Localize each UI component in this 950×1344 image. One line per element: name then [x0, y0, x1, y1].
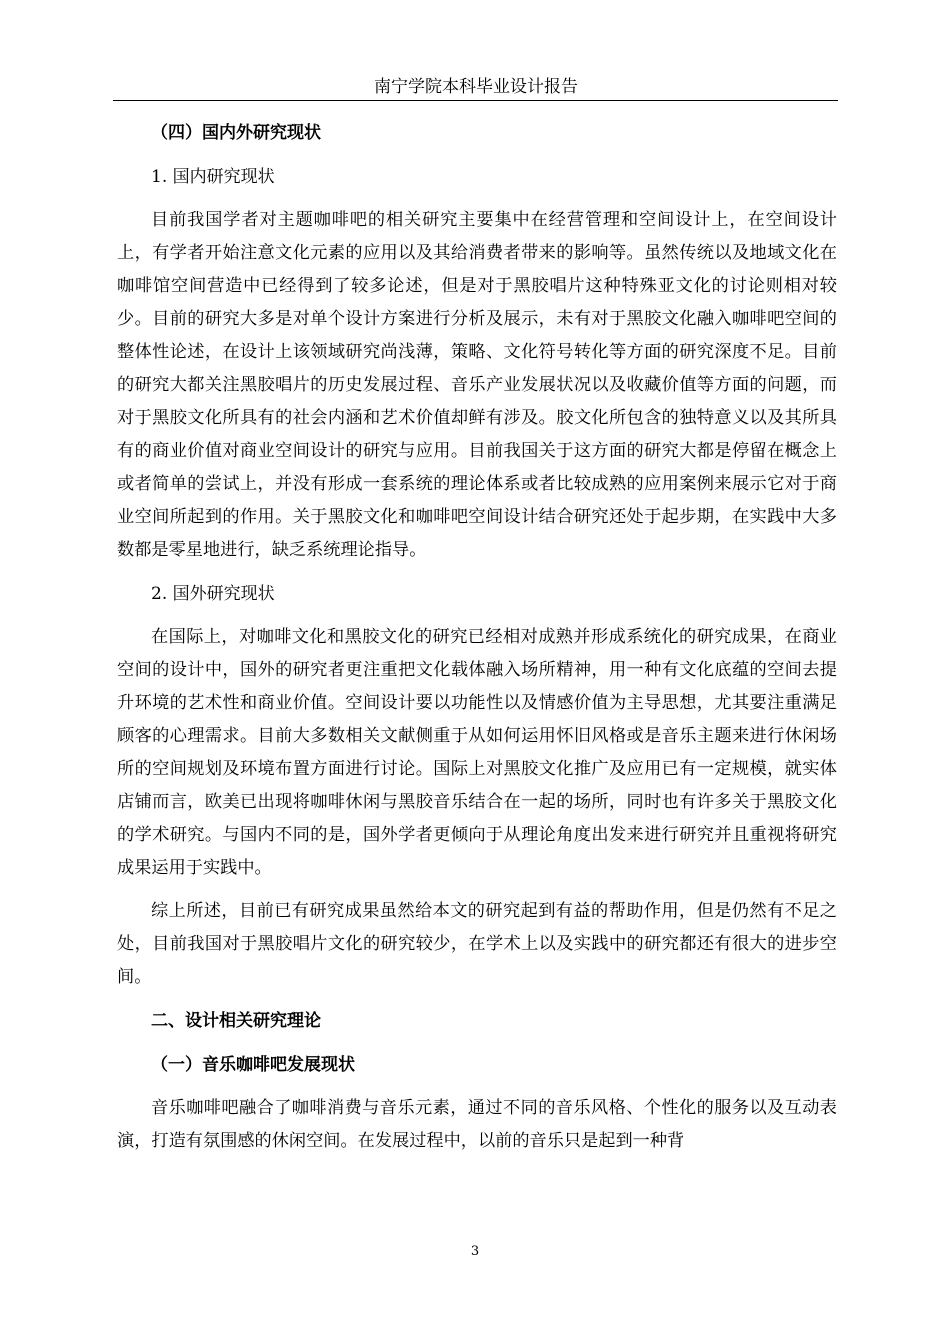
- paragraph: 综上所述，目前已有研究成果虽然给本文的研究起到有益的帮助作用，但是仍然有不足之处，目前我国对于黑胶唱片文化的研究较少，在学术上以及实践中的研究都还有很大的进步空间。: [117, 901, 837, 987]
- subsection-heading: 2. 国外研究现状: [151, 584, 275, 604]
- section-heading: （四）国内外研究现状: [151, 123, 321, 143]
- page-content: [117, 116, 837, 1168]
- header-rule: [113, 100, 838, 101]
- section-heading: （一）音乐咖啡吧发展现状: [151, 1055, 355, 1075]
- chapter-heading: 二、设计相关研究理论: [151, 1011, 321, 1031]
- subsection-heading: 1. 国内研究现状: [151, 167, 275, 187]
- paragraph: 在国际上，对咖啡文化和黑胶文化的研究已经相对成熟并形成系统化的研究成果，在商业空间的设计中，国外的研究者更注重把文化载体融入场所精神，用一种有文化底蕴的空间去提升环境的艺术性和商业价值。空间设计要以功能性以及情感价值为主导思想，尤其要注重满足顾客的心理需求。目前大多数相关文献侧重于从如何运用怀旧风格或是音乐主题来进行休闲场所的空间规划及环境布置方面进行讨论。国际上对黑胶文化推广及应用已有一定规模，就实体店铺而言，欧美已出现将咖啡休闲与黑胶音乐结合在一起的场所，同时也有许多关于黑胶文化的学术研究。与国内不同的是，国外学者更倾向于从理论角度出发来进行研究并且重视将研究成果运用于实践中。: [117, 627, 837, 878]
- paragraph: 目前我国学者对主题咖啡吧的相关研究主要集中在经营管理和空间设计上，在空间设计上，有学者开始注意文化元素的应用以及其给消费者带来的影响等。虽然传统以及地域文化在咖啡馆空间营造中已经得到了较多论述，但是对于黑胶唱片这种特殊亚文化的讨论则相对较少。目前的研究大多是对单个设计方案进行分析及展示，未有对于黑胶文化融入咖啡吧空间的整体性论述，在设计上该领域研究尚浅薄，策略、文化符号转化等方面的研究深度不足。目前的研究大都关注黑胶唱片的历史发展过程、音乐产业发展状况以及收藏价值等方面的问题，而对于黑胶文化所具有的社会内涵和艺术价值却鲜有涉及。胶文化所包含的独特意义以及其所具有的商业价值对商业空间设计的研究与应用。目前我国关于这方面的研究大都是停留在概念上或者简单的尝试上，并没有形成一套系统的理论体系或者比较成熟的应用案例来展示它对于商业空间所起到的作用。关于黑胶文化和咖啡吧空间设计结合研究还处于起步期，在实践中大多数都是零星地进行，缺乏系统理论指导。: [117, 210, 837, 560]
- page-header: 南宁学院本科毕业设计报告: [374, 77, 578, 97]
- paragraph: 音乐咖啡吧融合了咖啡消费与音乐元素，通过不同的音乐风格、个性化的服务以及互动表演，打造有氛围感的休闲空间。在发展过程中，以前的音乐只是起到一种背: [117, 1098, 837, 1151]
- page-number: 3: [470, 1244, 480, 1259]
